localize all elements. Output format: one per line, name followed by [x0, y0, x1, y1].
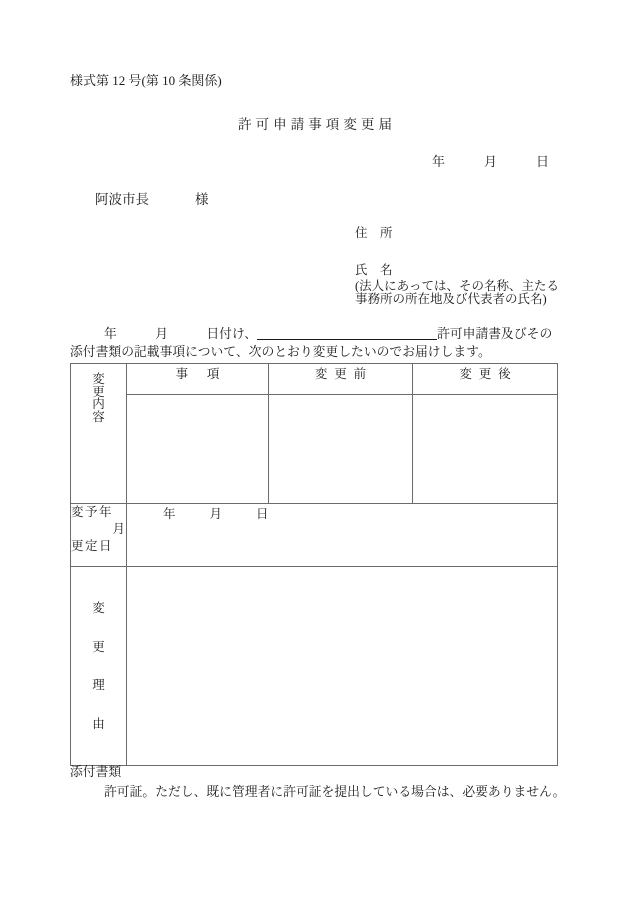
corporate-note-line-2: 事務所の所在地及び代表者の氏名) — [355, 291, 547, 306]
change-content-label-stack — [71, 364, 126, 432]
scheduled-date-label-line-1: 変予年 — [71, 505, 114, 519]
form-number: 様式第 12 号(第 10 条関係) — [70, 73, 222, 88]
scheduled-date-month: 月 — [209, 507, 223, 521]
table-row — [71, 395, 558, 504]
attachments-text — [70, 786, 565, 799]
reason-label-cell — [71, 567, 127, 766]
body-line-2: の記載事項について、次のとおり変更したいのでお届けします。 — [121, 345, 491, 360]
column-header-item: 事項 — [127, 364, 269, 395]
attachments-body: 許可証。ただし、既に管理者に許可証を提出している場合は、必要ありません。 — [104, 785, 566, 799]
cell-after-value[interactable] — [413, 395, 558, 504]
change-details-table — [70, 363, 558, 766]
attachments-title: 添付書類 — [70, 765, 122, 779]
change-content-char-2: 内 — [92, 397, 105, 411]
cell-before-value[interactable] — [269, 395, 413, 504]
reason-label-stack — [71, 567, 126, 765]
body-paragraph — [70, 325, 562, 361]
change-content-char-1: 更 — [92, 384, 105, 399]
reason-char-1: 更 — [92, 639, 105, 654]
addressee-honorific: 様 — [195, 192, 209, 207]
scheduled-date-value-cell[interactable] — [127, 504, 558, 567]
submitter-name-label: 氏 名 — [355, 262, 393, 277]
change-content-label-cell — [71, 364, 127, 504]
scheduled-date-year: 年 — [163, 507, 176, 521]
reason-char-3: 由 — [92, 716, 105, 731]
scheduled-date-value — [127, 504, 557, 522]
body-date-prefix: 年 月 日付け、 — [104, 327, 258, 341]
reason-char-2: 理 — [92, 678, 105, 692]
column-header-after: 変更後 — [413, 364, 558, 395]
addressee-office: 阿波市長 — [95, 192, 149, 207]
submitter-block — [355, 227, 559, 305]
reason-value-cell[interactable] — [127, 567, 558, 766]
column-header-before: 変更前 — [269, 364, 413, 395]
table-header-row — [71, 364, 558, 395]
body-after-blank: 許可申請書及びその添付書類 — [70, 327, 553, 360]
scheduled-date-row — [71, 504, 558, 567]
change-content-char-3: 容 — [92, 409, 105, 424]
addressee — [95, 193, 209, 207]
scheduled-date-label-cell — [71, 504, 127, 567]
submission-date-line: 年 月 日 — [432, 154, 550, 169]
page-title: 許可申請事項変更届 — [238, 117, 396, 132]
change-content-char-0: 変 — [92, 372, 105, 386]
application-name-blank[interactable] — [257, 326, 437, 340]
reason-char-0: 変 — [92, 601, 105, 615]
scheduled-date-day: 日 — [256, 507, 269, 521]
submitter-address-label: 住 所 — [355, 226, 393, 240]
cell-item-value[interactable] — [127, 395, 269, 504]
corporate-note-line-1: (法人にあっては、その名称、主たる — [355, 279, 560, 293]
scheduled-date-label — [71, 504, 126, 555]
reason-row — [71, 567, 558, 766]
scheduled-date-label-line-2: 月 — [112, 521, 125, 536]
scheduled-date-label-line-3: 更定日 — [71, 538, 114, 553]
